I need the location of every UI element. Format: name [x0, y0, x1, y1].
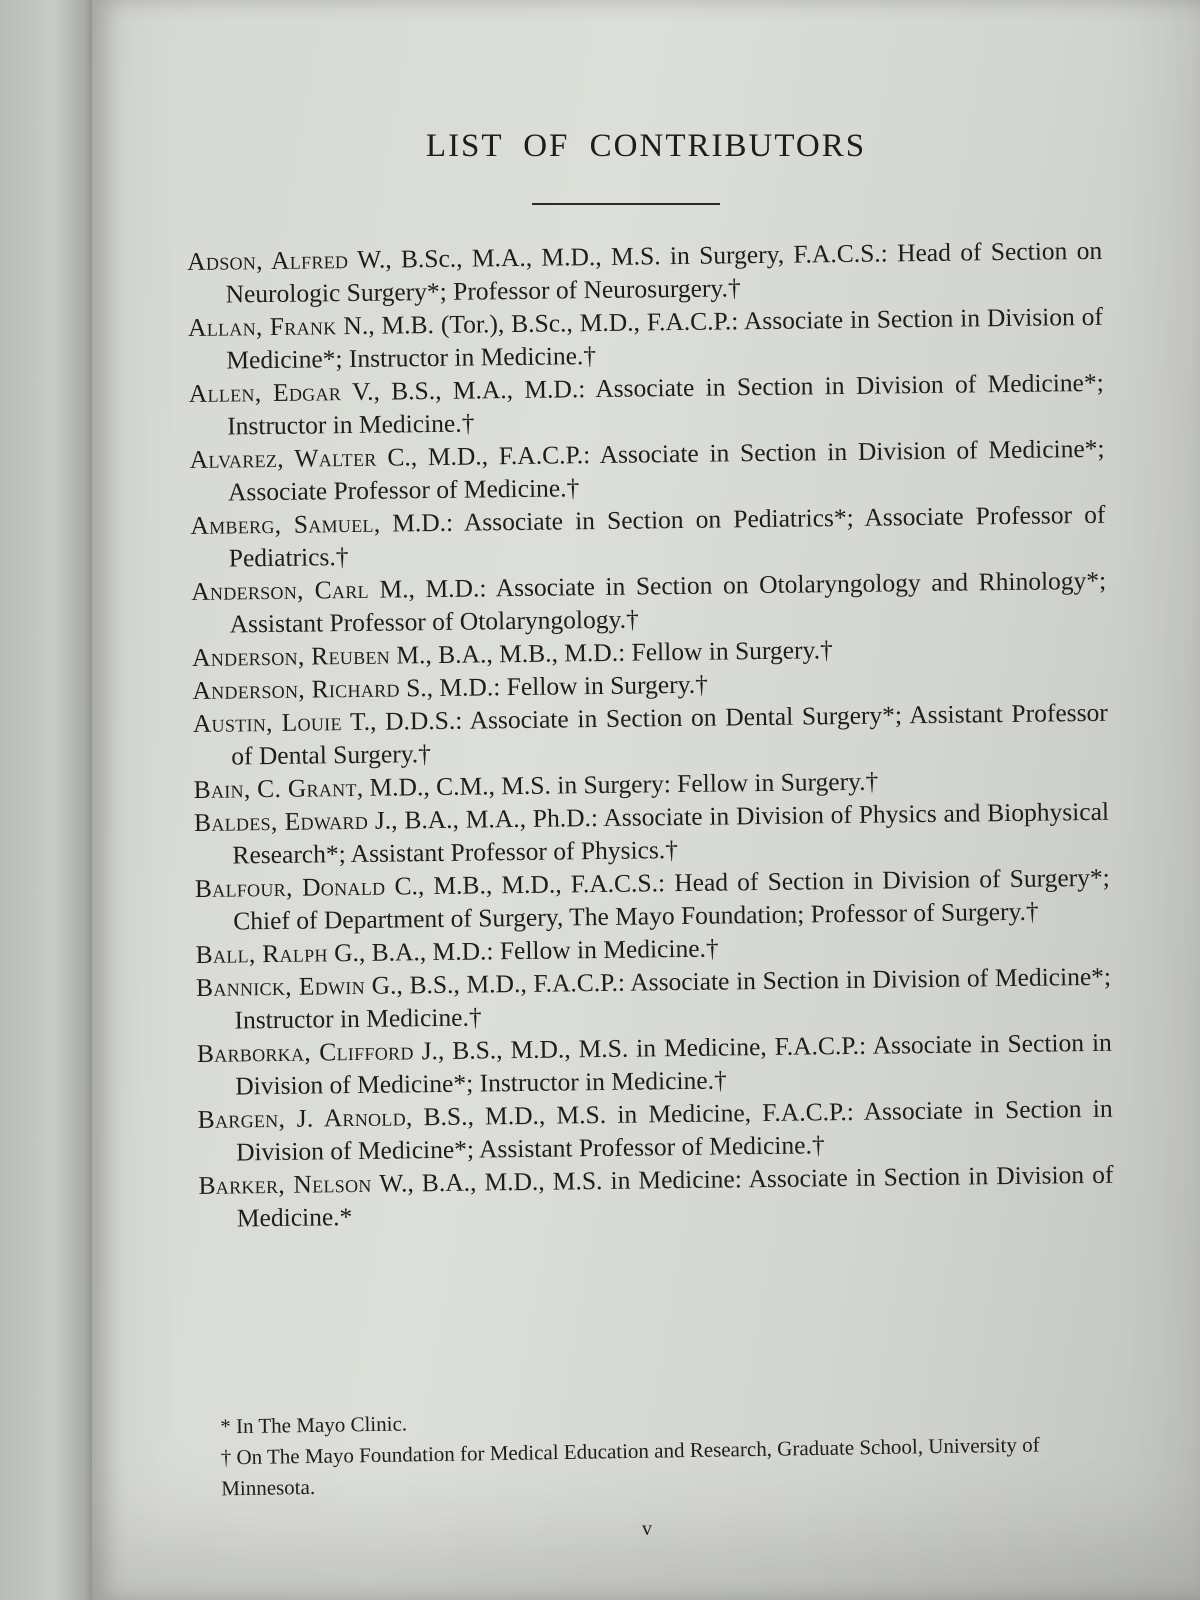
footnotes: [182, 1397, 1118, 1505]
footnote-clinic: * In The Mayo Clinic.: [220, 1411, 408, 1439]
book-gutter: [0, 0, 100, 1600]
contributor-name: Anderson, Richard: [192, 673, 400, 705]
contributor-name: Adson, Alfred: [187, 245, 349, 276]
contributor-name: Baldes, Edward: [193, 805, 369, 837]
contributor-entry: [198, 1158, 1114, 1235]
contributor-entry: [196, 960, 1112, 1037]
contributor-details: W., B.A., M.D., M.S. in Medicine: Associate in Section in Division of Medicine.*: [236, 1159, 1114, 1233]
contributor-details: C., M.B., M.D., F.A.C.S.: Head of Section in Division of Surgery*; Chief of Department of Surgery, The Mayo Foundation; Professor of Surgery.†: [233, 862, 1110, 936]
contributor-entry: [191, 564, 1107, 641]
contributor-details: , B.S., M.D., M.S. in Medicine, F.A.C.P.: Associate in Section in Division of Medicine*; Assistant Professor of Medicine.†: [235, 1093, 1113, 1167]
contributor-entry: [188, 300, 1104, 377]
contributor-name: Amberg, Samuel: [190, 508, 374, 540]
contributor-name: Ball, Ralph: [195, 938, 328, 969]
contributor-details: S., M.D.: Fellow in Surgery.†: [399, 669, 709, 703]
contributor-entry: [195, 861, 1111, 938]
contributor-entry: [197, 1026, 1113, 1103]
contributor-name: Bargen, J. Arnold: [197, 1102, 407, 1134]
contributor-details: W., B.Sc., M.A., M.D., M.S. in Surgery, F.A.C.S.: Head of Section on Neurologic Surgery*; Professor of Neurosurgery.†: [225, 235, 1103, 309]
contributor-entry: [189, 366, 1105, 443]
contributor-name: Austin, Louie: [192, 707, 342, 738]
contributor-name: Bain, C. Grant: [193, 772, 357, 804]
contributor-name: Bannick, Edwin: [195, 970, 366, 1002]
page-number: v: [642, 1518, 652, 1540]
contributor-entry: [197, 1092, 1113, 1169]
contributor-details: T., D.D.S.: Associate in Section on Dental Surgery*; Assistant Professor of Dental Surgery.†: [231, 697, 1108, 771]
contributor-details: M., B.A., M.B., M.D.: Fellow in Surgery.†: [389, 635, 833, 670]
contributor-name: Anderson, Reuben: [191, 640, 391, 672]
page-title: LIST OF CONTRIBUTORS: [425, 128, 867, 164]
contributor-entry: [189, 432, 1105, 509]
contributor-details: G., B.A., M.D.: Fellow in Medicine.†: [327, 933, 719, 968]
contributor-details: G., B.S., M.D., F.A.C.P.: Associate in Section in Division of Medicine*; Instructor in Medicine.†: [234, 961, 1112, 1035]
contributor-name: Anderson, Carl: [191, 574, 370, 606]
title-rule: [532, 203, 720, 205]
book-page: [92, 0, 1200, 1600]
contributor-list: [187, 234, 1114, 1235]
contributor-entry: [194, 795, 1110, 872]
contributor-name: Balfour, Donald: [194, 871, 386, 903]
contributor-entry: [190, 498, 1106, 575]
contributor-details: M., M.D.: Associate in Section on Otolaryngology and Rhinology*; Assistant Professor of Otolaryngology.†: [229, 565, 1107, 639]
contributor-name: Allan, Frank: [187, 311, 337, 342]
contributor-name: Barborka, Clifford: [196, 1036, 414, 1068]
contributor-name: Barker, Nelson: [198, 1168, 372, 1200]
contributor-details: V., B.S., M.A., M.D.: Associate in Section in Division of Medicine*; Instructor in Medicine.†: [227, 367, 1104, 441]
contributor-details: J., B.S., M.D., M.S. in Medicine, F.A.C.P.: Associate in Section in Division of Medicine*; Instructor in Medicine.†: [235, 1027, 1112, 1101]
contributor-details: , M.D., C.M., M.S. in Surgery: Fellow in Surgery.†: [356, 766, 879, 802]
contributor-name: Alvarez, Walter: [189, 442, 377, 474]
contributor-entry: [187, 234, 1103, 311]
footnote-foundation: † On The Mayo Foundation for Medical Education and Research, Graduate School, University of Minnesota.: [220, 1432, 1040, 1501]
contributor-details: J., B.A., M.A., Ph.D.: Associate in Division of Physics and Biophysical Research*; Assistant Professor of Physics.†: [232, 796, 1110, 870]
contributor-details: , M.D.: Associate in Section on Pediatrics*; Associate Professor of Pediatrics.†: [228, 499, 1106, 573]
contributor-details: C., M.D., F.A.C.P.: Associate in Section in Division of Medicine*; Associate Professor of Medicine.†: [227, 433, 1105, 507]
contributor-name: Allen, Edgar: [188, 377, 342, 408]
contributor-entry: [193, 696, 1109, 773]
contributor-details: N., M.B. (Tor.), B.Sc., M.D., F.A.C.P.: Associate in Section in Division of Medicine*; Instructor in Medicine.†: [226, 301, 1104, 375]
